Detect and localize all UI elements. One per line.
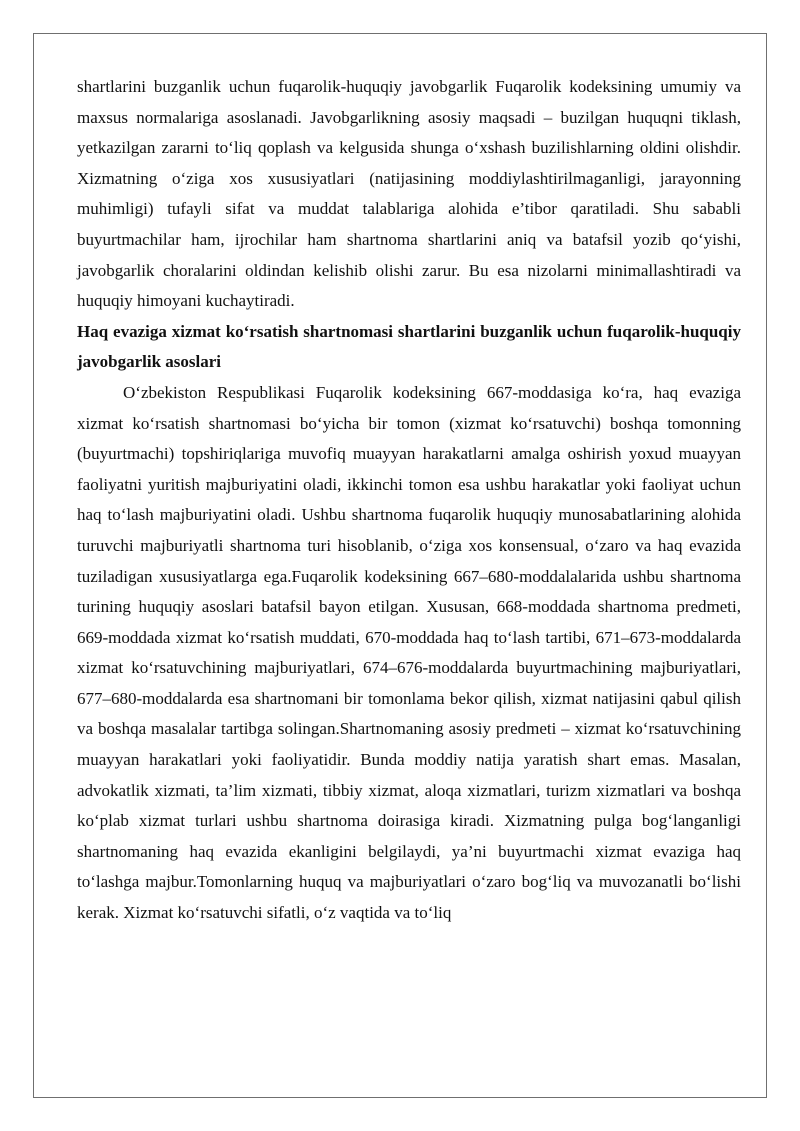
section-heading: Haq evaziga xizmat ko‘rsatish shartnomasi shartlarini buzganlik uchun fuqarolik-huquqiy javobgarlik asoslari: [77, 321, 741, 372]
document-body: [77, 72, 741, 929]
body-paragraph-1: shartlarini buzganlik uchun fuqarolik-huquqiy javobgarlik Fuqarolik kodeksining umumiy va maxsus normalariga asoslanadi. Javobgarlikning asosiy maqsadi – buzilgan huquqni tiklash, yetkazilgan zararni to‘liq qoplash va kelgusida shunga o‘xshash buzilishlarning oldini olishdir. Xizmatning o‘ziga xos xususiyatlari (natijasining moddiylashtirilmaganligi, jarayonning muhimligi) tufayli sifat va muddat talablariga alohida e’tibor qaratiladi. Shu sababli buyurtmachilar ham, ijrochilar ham shartnoma shartlarini aniq va batafsil yozib qo‘yishi, javobgarlik choralarini oldindan kelishib olishi zarur. Bu esa nizolarni minimallashtiradi va huquqiy himoyani kuchaytiradi.: [77, 77, 741, 311]
body-paragraph-2: O‘zbekiston Respublikasi Fuqarolik kodeksining 667-moddasiga ko‘ra, haq evaziga xizmat ko‘rsatish shartnomasi bo‘yicha bir tomon (xizmat ko‘rsatuvchi) boshqa tomonning (buyurtmachi) topshiriqlariga muvofiq muayyan harakatlarni amalga oshirish yoxud muayyan faoliyatni yuritish majburiyatini oladi, ikkinchi tomon esa ushbu harakatlar yoki faoliyat uchun haq to‘lash majburiyatini oladi. Ushbu shartnoma fuqarolik huquqiy munosabatlarining alohida turuvchi majburiyatli shartnoma turi hisoblanib, o‘ziga xos konsensual, o‘zaro va haq evazida tuziladigan xususiyatlarga ega.Fuqarolik kodeksining 667–680-moddalalarida ushbu shartnoma turining huquqiy asoslari batafsil bayon etilgan. Xususan, 668-moddada shartnoma predmeti, 669-moddada xizmat ko‘rsatish muddati, 670-moddada haq to‘lash tartibi, 671–673-moddalarda xizmat ko‘rsatuvchining majburiyatlari, 674–676-moddalarda buyurtmachining majburiyatlari, 677–680-moddalarda esa shartnomani bir tomonlama bekor qilish, xizmat natijasini qabul qilish va boshqa masalalar tartibga solingan.Shartnomaning asosiy predmeti – xizmat ko‘rsatuvchining muayyan harakatlari yoki faoliyatidir. Bunda moddiy natija yaratish shart emas. Masalan, advokatlik xizmati, ta’lim xizmati, tibbiy xizmat, aloqa xizmatlari, turizm xizmatlari va boshqa ko‘plab xizmat turlari ushbu shartnoma doirasiga kiradi. Xizmatning pulga bog‘langanligi shartnomaning haq evazida ekanligini belgilaydi, ya’ni buyurtmachi xizmat evaziga haq to‘lashga majbur.Tomonlarning huquq va majburiyatlari o‘zaro bog‘liq va muvozanatli bo‘lishi kerak. Xizmat ko‘rsatuvchi sifatli, o‘z vaqtida va to‘liq: [77, 382, 741, 923]
